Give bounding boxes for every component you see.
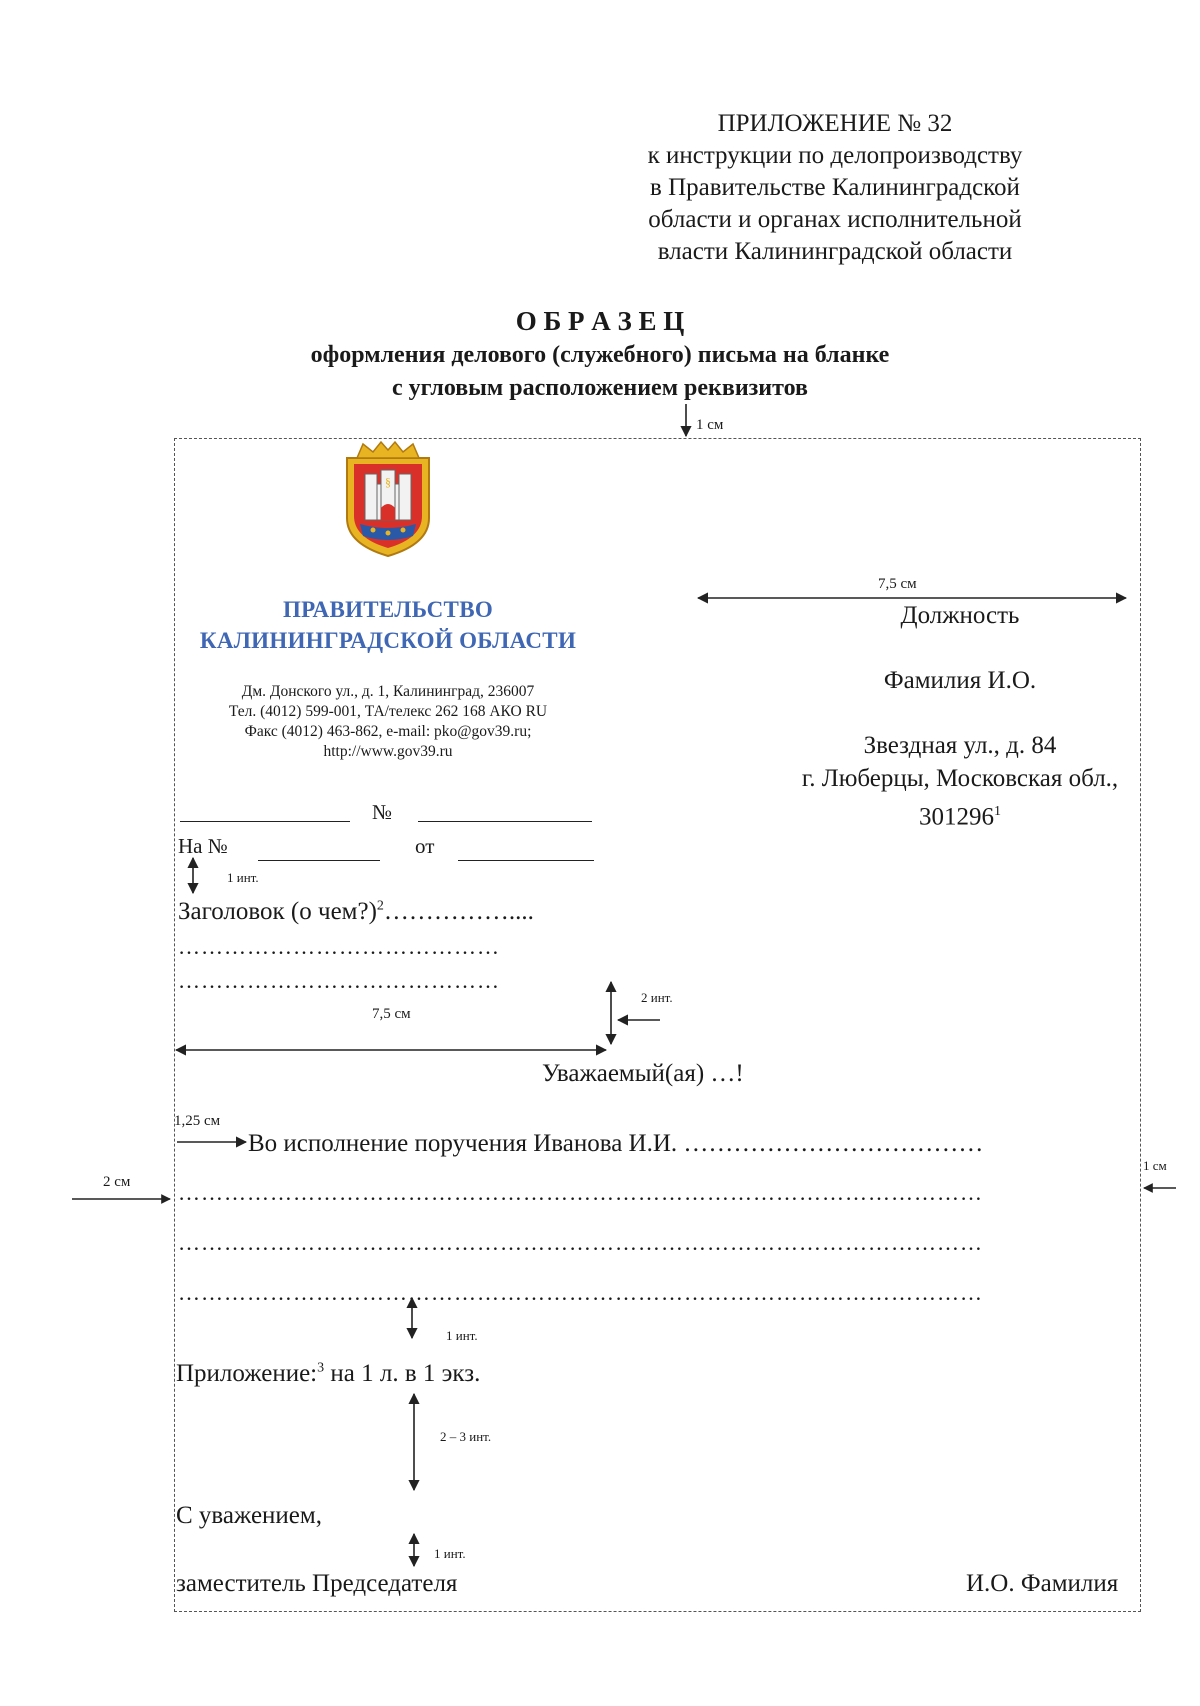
appendix-line: власти Калининградской области <box>657 238 1013 265</box>
letter-body-first-line: Во исполнение поручения Иванова И.И. ……………………………… <box>248 1130 984 1157</box>
letter-heading-text: Заголовок (о чем?) <box>178 898 377 925</box>
heading-dots-line: …………………………………… <box>178 968 500 993</box>
recipient-position: Должность <box>900 602 1020 629</box>
letter-heading-dots: …………….... <box>383 898 534 925</box>
appendix-line: области и органах исполнительной <box>648 206 1022 233</box>
enclosure-label: Приложение: <box>176 1360 318 1387</box>
footnote-mark: 1 <box>994 804 1001 819</box>
appendix-line: в Правительстве Калининградской <box>650 174 1020 201</box>
right-margin-label: 1 см <box>1143 1158 1167 1173</box>
recipient-city: г. Люберцы, Московская обл., <box>801 765 1119 792</box>
organization-fax: Факс (4012) 463-862, e-mail: pko@gov39.ru; <box>244 723 532 740</box>
recipient-street: Звездная ул., д. 84 <box>863 732 1057 759</box>
number-sign: № <box>372 800 393 824</box>
two-three-interval-label: 2 – 3 инт. <box>440 1429 492 1444</box>
letter-body-dots-line: …………………………………………………………………………………………… <box>178 1280 983 1305</box>
organization-website: http://www.gov39.ru <box>323 743 453 760</box>
appendix-line: к инструкции по делопроизводству <box>647 142 1023 169</box>
footnote-mark: 3 <box>317 1360 325 1376</box>
recipient-zip: 301296 <box>919 803 994 831</box>
signer-name: И.О. Фамилия <box>966 1570 1119 1597</box>
organization-name-line-2: КАЛИНИНГРАДСКОЙ ОБЛАСТИ <box>199 628 577 653</box>
letter-body-dots-line: …………………………………………………………………………………………… <box>178 1230 983 1255</box>
left-margin-label: 2 см <box>103 1174 131 1190</box>
top-margin-label: 1 см <box>696 417 724 433</box>
svg-text:§: § <box>385 475 391 489</box>
two-interval-label: 2 инт. <box>641 990 673 1005</box>
recipient-name: Фамилия И.О. <box>883 667 1037 694</box>
appendix-line: ПРИЛОЖЕНИЕ № 32 <box>717 110 953 137</box>
letter-body-dots-line: …………………………………………………………………………………………… <box>178 1180 983 1205</box>
recipient-width-label: 7,5 см <box>878 576 917 592</box>
interval-label: 1 инт. <box>446 1328 478 1343</box>
interval-label: 1 инт. <box>434 1546 466 1561</box>
sample-subtitle-1: оформления делового (служебного) письма на бланке <box>310 342 890 368</box>
organization-address: Дм. Донского ул., д. 1, Калининград, 236007 <box>241 683 535 700</box>
interval-label: 1 инт. <box>227 870 259 885</box>
enclosure-text: на 1 л. в 1 экз. <box>324 1360 481 1387</box>
reference-from: от <box>415 834 435 858</box>
footnote-mark: 2 <box>376 898 384 914</box>
sample-title: О Б Р А З Е Ц <box>515 306 685 336</box>
closing-phrase: С уважением, <box>176 1502 322 1529</box>
letter-greeting: Уважаемый(ая) …! <box>542 1060 744 1087</box>
reference-prefix: На № <box>178 834 228 858</box>
indent-label: 1,25 см <box>174 1113 221 1129</box>
organization-phone: Тел. (4012) 599-001, ТА/телекс 262 168 АКО RU <box>228 703 548 720</box>
organization-name-line-1: ПРАВИТЕЛЬСТВО <box>282 597 494 622</box>
sample-subtitle-2: с угловым расположением реквизитов <box>392 375 808 401</box>
heading-dots-line: …………………………………… <box>178 934 500 959</box>
signer-position: заместитель Председателя <box>176 1570 458 1597</box>
heading-width-label: 7,5 см <box>372 1006 411 1022</box>
